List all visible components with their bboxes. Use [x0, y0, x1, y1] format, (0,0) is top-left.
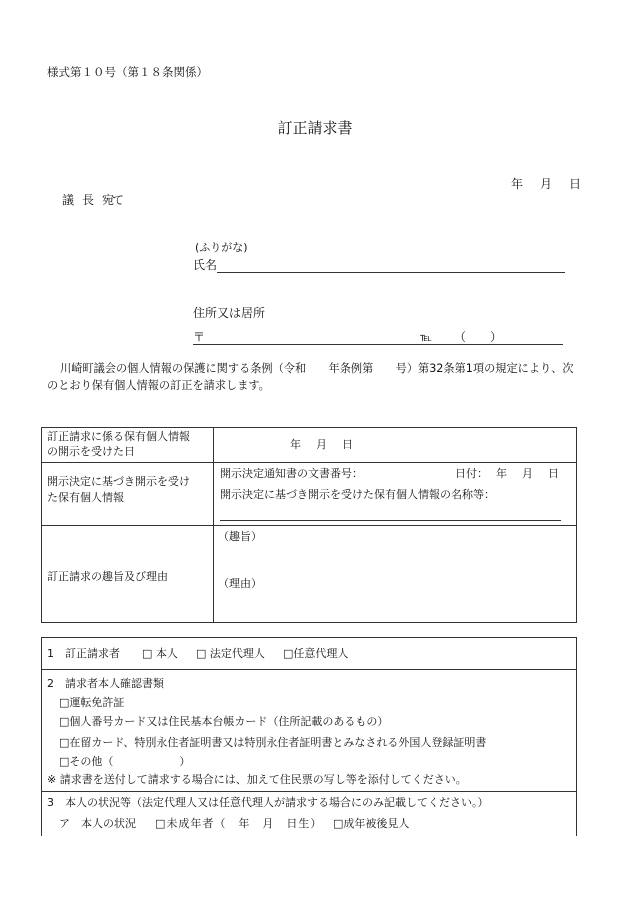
- name-underline: [217, 272, 565, 273]
- info-name-underline: [220, 520, 561, 521]
- id-document-option: □個人番号カード又は住民基本台帳カード（住所記載のあるもの）: [59, 715, 389, 728]
- row-divider: [42, 462, 576, 463]
- id-documents-note: ※ 請求書を送付して請求する場合には、加えて住民票の写し等を添付してください。: [47, 773, 467, 786]
- addressee: 議 長 宛て: [62, 193, 123, 207]
- address-label: 住所又は居所: [193, 306, 266, 320]
- requester-option-self: □ 本人: [142, 647, 178, 660]
- form-title: 訂正請求書: [277, 119, 353, 137]
- furigana-label: (ふりがな): [195, 241, 248, 254]
- intro-line: のとおり保有個人情報の訂正を請求します。: [47, 379, 270, 392]
- tel-area-code: （ ）: [454, 330, 503, 344]
- principal-status-option-adult-ward: □成年被後見人: [333, 817, 410, 830]
- notice-date-value: 年 月 日: [496, 467, 561, 480]
- notice-date-label: 日付：: [455, 467, 488, 480]
- id-document-option: □その他（ ）: [59, 755, 191, 768]
- row-divider: [42, 525, 576, 526]
- requester-heading: 1 訂正請求者: [47, 647, 120, 660]
- info-name-label: 開示決定に基づき開示を受けた保有個人情報の名称等：: [220, 488, 495, 501]
- tel-mark: ℡: [420, 331, 432, 344]
- principal-status-option-minor: □未成年者（ 年 月 日生）: [155, 817, 323, 830]
- id-document-option: □運転免許証: [59, 696, 125, 709]
- reason-label: （理由）: [218, 577, 262, 590]
- address-underline: [193, 344, 563, 345]
- row-divider: [42, 791, 576, 792]
- disclosure-date-value: 年 月 日: [290, 438, 355, 451]
- postal-mark: 〒: [193, 330, 206, 344]
- principal-status-label: ア 本人の状況: [59, 817, 136, 830]
- intro-line: 川崎町議会の個人情報の保護に関する条例（令和 年条例第 号）第32条第1項の規定により、次: [60, 362, 574, 375]
- disclosed-info-label: た保有個人情報: [47, 491, 124, 504]
- purpose-reason-label: 訂正請求の趣旨及び理由: [47, 570, 168, 583]
- id-document-option: □在留カード、特別永住者証明書又は特別永住者証明書とみなされる外国人登録証明書: [59, 736, 487, 749]
- disclosure-date-label: の開示を受けた日: [47, 445, 135, 458]
- request-date: 年 月 日: [511, 177, 584, 191]
- disclosure-date-label: 訂正請求に係る保有個人情報: [47, 430, 190, 443]
- purpose-label: （趣旨）: [218, 530, 262, 543]
- id-documents-heading: 2 請求者本人確認書類: [47, 677, 164, 690]
- disclosed-info-label: 開示決定に基づき開示を受け: [47, 475, 190, 488]
- notice-number-label: 開示決定通知書の文書番号：: [220, 467, 363, 480]
- form-number: 様式第１０号（第１８条関係）: [47, 65, 208, 79]
- disclosure-table: [41, 427, 577, 623]
- principal-status-heading: 3 本人の状況等（法定代理人又は任意代理人が請求する場合にのみ記載してください。）: [47, 796, 489, 809]
- requester-option-voluntary-agent: □任意代理人: [283, 647, 349, 660]
- requester-table: [41, 637, 577, 836]
- row-divider: [42, 669, 576, 670]
- name-label: 氏名: [193, 258, 218, 272]
- requester-option-legal-agent: □ 法定代理人: [196, 647, 265, 660]
